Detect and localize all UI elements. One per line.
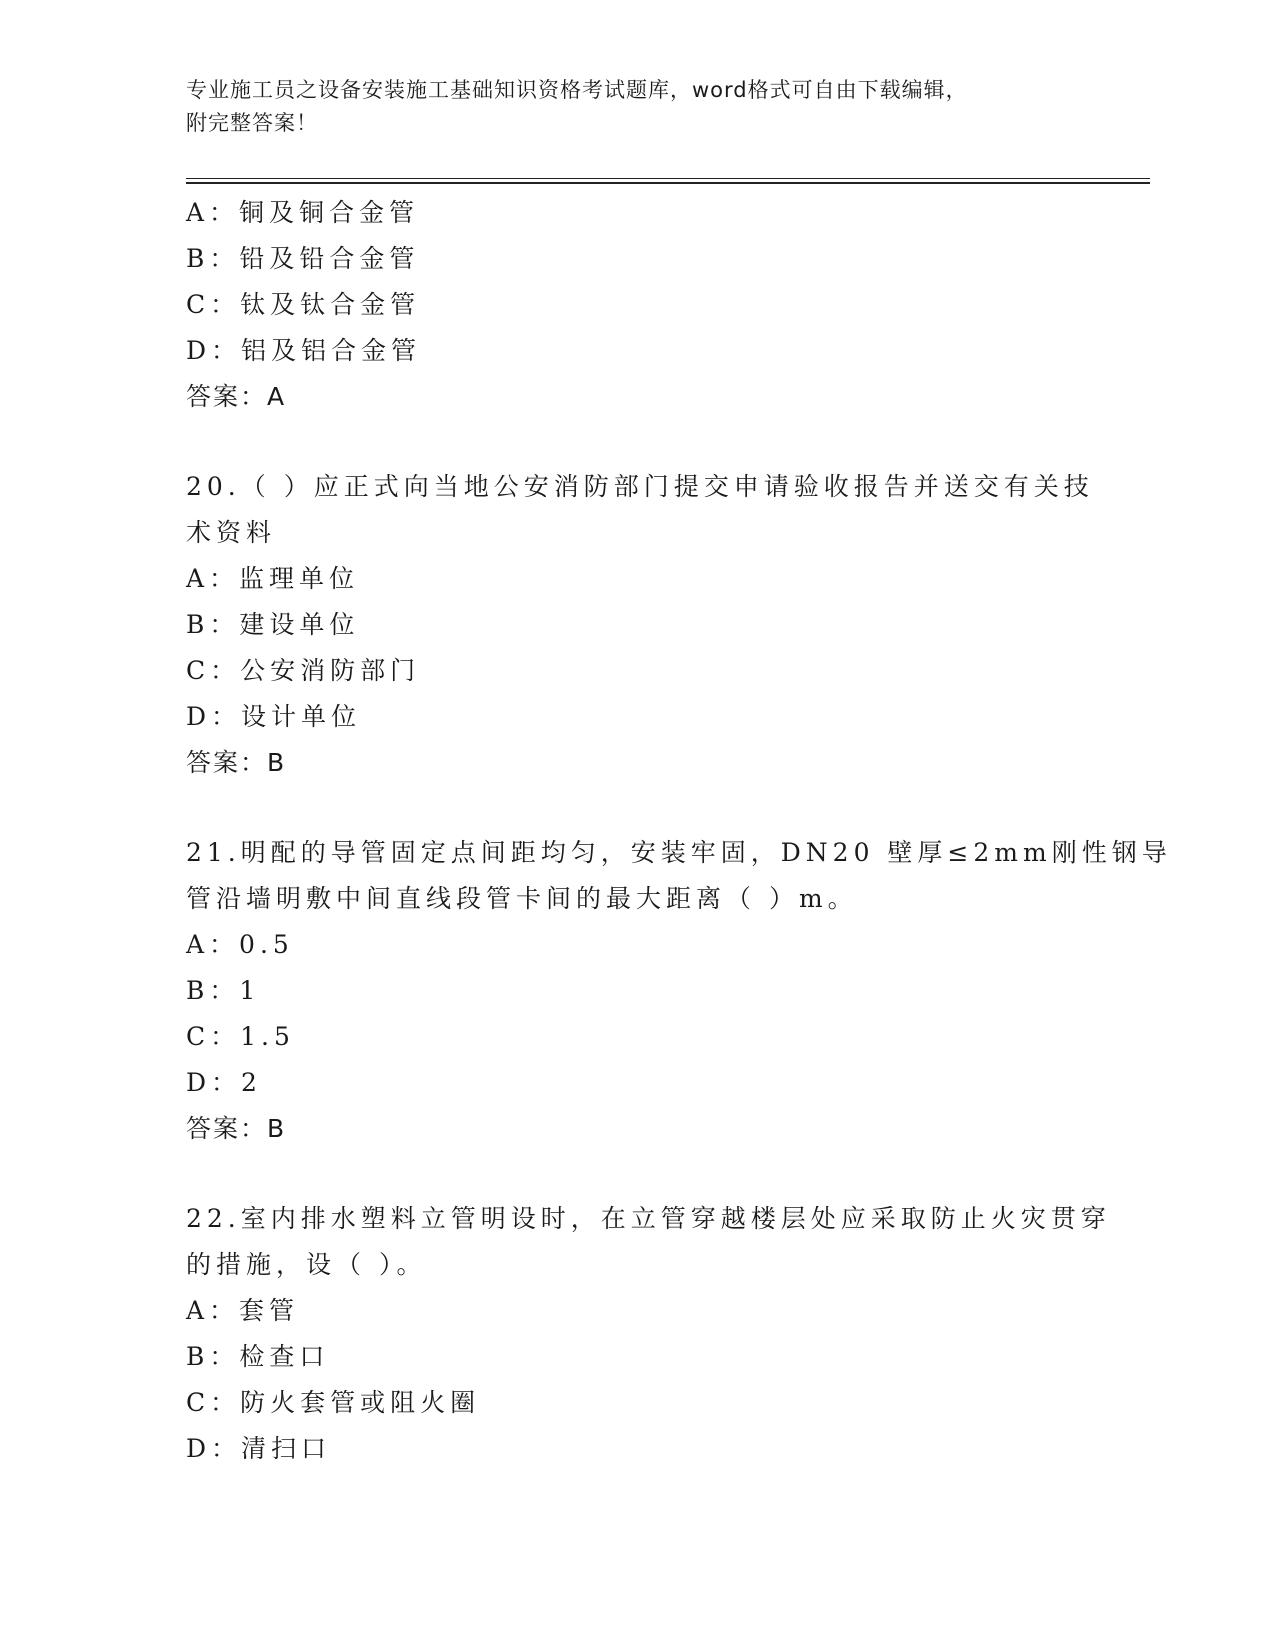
option-c: C：钛及钛合金管 (186, 290, 421, 319)
option-c: C：防火套管或阻火圈 (186, 1388, 481, 1417)
question-stem: 20.（ ）应正式向当地公安消防部门提交申请验收报告并送交有关技 (186, 472, 1094, 501)
option-d: D：铝及铝合金管 (186, 336, 422, 365)
document-header (186, 74, 1066, 140)
header-line-2: 附完整答案！ (186, 111, 318, 135)
option-b: B：铅及铅合金管 (186, 244, 420, 273)
answer: 答案：B (186, 748, 287, 777)
question-stem-cont: 术资料 (186, 518, 277, 547)
option-b: B：建设单位 (186, 610, 360, 639)
question-stem-cont: 管沿墙明敷中间直线段管卡间的最大距离（ ）m。 (186, 884, 858, 913)
option-c: C：1.5 (186, 1022, 295, 1051)
option-d: D：清扫口 (186, 1434, 332, 1463)
question-list (186, 190, 1172, 1472)
option-a: A：铜及铜合金管 (186, 198, 420, 227)
option-a: A：套管 (186, 1296, 300, 1325)
question-stem-cont: 的措施，设（ ）。 (186, 1250, 427, 1279)
question-22 (186, 1196, 1111, 1472)
header-divider-bottom (186, 182, 1150, 184)
option-b: B：1 (186, 976, 261, 1005)
option-d: D：设计单位 (186, 702, 362, 731)
option-c: C：公安消防部门 (186, 656, 421, 685)
option-b: B：检查口 (186, 1342, 330, 1371)
option-a: A：监理单位 (186, 564, 360, 593)
question-20 (186, 464, 1094, 786)
answer: 答案：A (186, 382, 287, 411)
question-21 (186, 830, 1172, 1152)
question-19-partial (186, 190, 1086, 420)
question-stem: 22.室内排水塑料立管明设时，在立管穿越楼层处应采取防止火灾贯穿 (186, 1204, 1111, 1233)
answer: 答案：B (186, 1114, 287, 1143)
header-line-1: 专业施工员之设备安装施工基础知识资格考试题库，word格式可自由下载编辑， (186, 78, 968, 102)
option-d: D：2 (186, 1068, 262, 1097)
option-a: A：0.5 (186, 930, 294, 959)
header-divider-top (186, 178, 1150, 179)
question-stem: 21.明配的导管固定点间距均匀，安装牢固，DN20 壁厚≤2mm刚性钢导 (186, 838, 1172, 867)
